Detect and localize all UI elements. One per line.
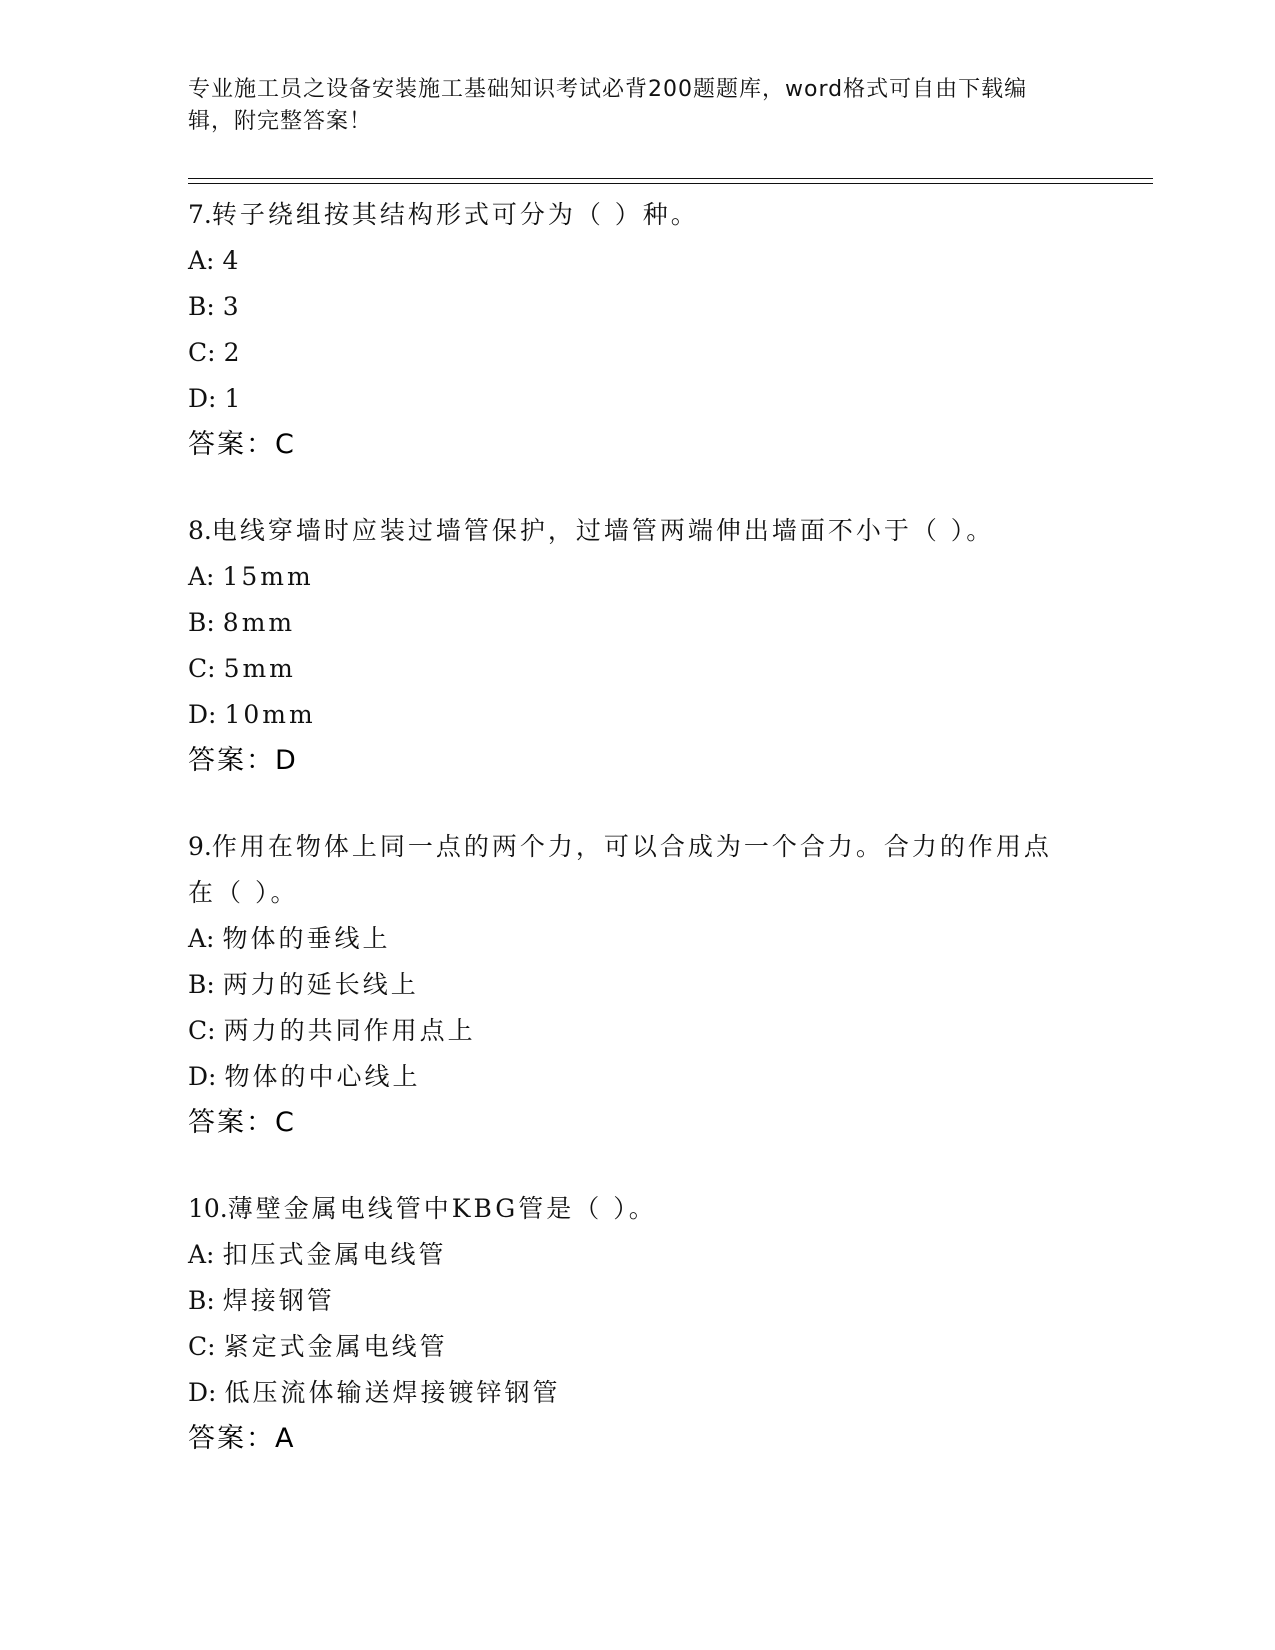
question-text [188,824,1068,916]
option-letter: B: [188,970,215,999]
option-letter: C: [188,1016,216,1045]
option-text: 4 [222,246,242,275]
option-text: 焊接钢管 [222,1286,335,1315]
answer: 答案：A [188,1423,296,1454]
option-d [188,1370,1088,1416]
option-d [188,376,1088,422]
question-9 [188,824,1088,1146]
option-c [188,330,1088,376]
option-letter: A: [188,924,215,953]
question-number: 10. [188,1194,228,1223]
option-c [188,1324,1088,1370]
option-letter: C: [188,654,216,683]
option-b [188,284,1088,330]
option-text: 物体的中心线上 [224,1062,421,1091]
option-text: 2 [223,338,243,367]
option-d [188,1054,1088,1100]
option-letter: B: [188,1286,215,1315]
document-title: 专业施工员之设备安装施工基础知识考试必背200题题库，word格式可自由下载编辑，附完整答案！ [188,77,1028,134]
option-text: 低压流体输送焊接镀锌钢管 [224,1378,561,1407]
question-number: 8. [188,516,212,545]
answer: 答案：D [188,745,298,776]
option-letter: C: [188,1332,216,1361]
option-text: 5mm [223,654,296,683]
option-letter: B: [188,608,215,637]
question-number: 7. [188,200,212,229]
option-text: 两力的延长线上 [222,970,419,999]
option-text: 1 [224,384,244,413]
option-text: 8mm [222,608,296,637]
header-divider-bottom [188,183,1153,184]
option-letter: D: [188,700,217,729]
option-text: 扣压式金属电线管 [222,1240,447,1269]
answer: 答案：C [188,1107,296,1138]
option-letter: C: [188,338,216,367]
option-text: 紧定式金属电线管 [223,1332,448,1361]
question-number: 9. [188,832,212,861]
option-letter: D: [188,1378,217,1407]
option-letter: A: [188,246,215,275]
option-letter: B: [188,292,215,321]
option-letter: D: [188,1062,217,1091]
question-stem: 薄壁金属电线管中KBG管是（ ）。 [227,1194,657,1223]
option-a [188,554,1088,600]
question-8 [188,508,1088,784]
option-d [188,692,1088,738]
option-a [188,238,1088,284]
option-a [188,1232,1088,1278]
option-text: 物体的垂线上 [222,924,391,953]
option-b [188,962,1088,1008]
option-b [188,600,1088,646]
option-c [188,1008,1088,1054]
option-letter: D: [188,384,217,413]
option-a [188,916,1088,962]
question-text [188,1186,1068,1232]
question-text [188,508,1068,554]
question-stem: 作用在物体上同一点的两个力，可以合成为一个合力。合力的作用点在（ ）。 [188,832,1052,907]
option-text: 两力的共同作用点上 [223,1016,476,1045]
answer: 答案：C [188,429,296,460]
header-divider-top [188,178,1153,179]
option-letter: A: [188,1240,215,1269]
question-stem: 电线穿墙时应装过墙管保护，过墙管两端伸出墙面不小于（ ）。 [211,516,995,545]
question-10 [188,1186,1088,1462]
question-stem: 转子绕组按其结构形式可分为（ ）种。 [211,200,699,229]
option-c [188,646,1088,692]
option-letter: A: [188,562,215,591]
option-b [188,1278,1088,1324]
option-text: 15mm [222,562,314,591]
document-header [188,74,1068,138]
question-list [188,192,1088,1502]
option-text: 10mm [224,700,316,729]
question-7 [188,192,1088,468]
question-text [188,192,1068,238]
option-text: 3 [222,292,242,321]
